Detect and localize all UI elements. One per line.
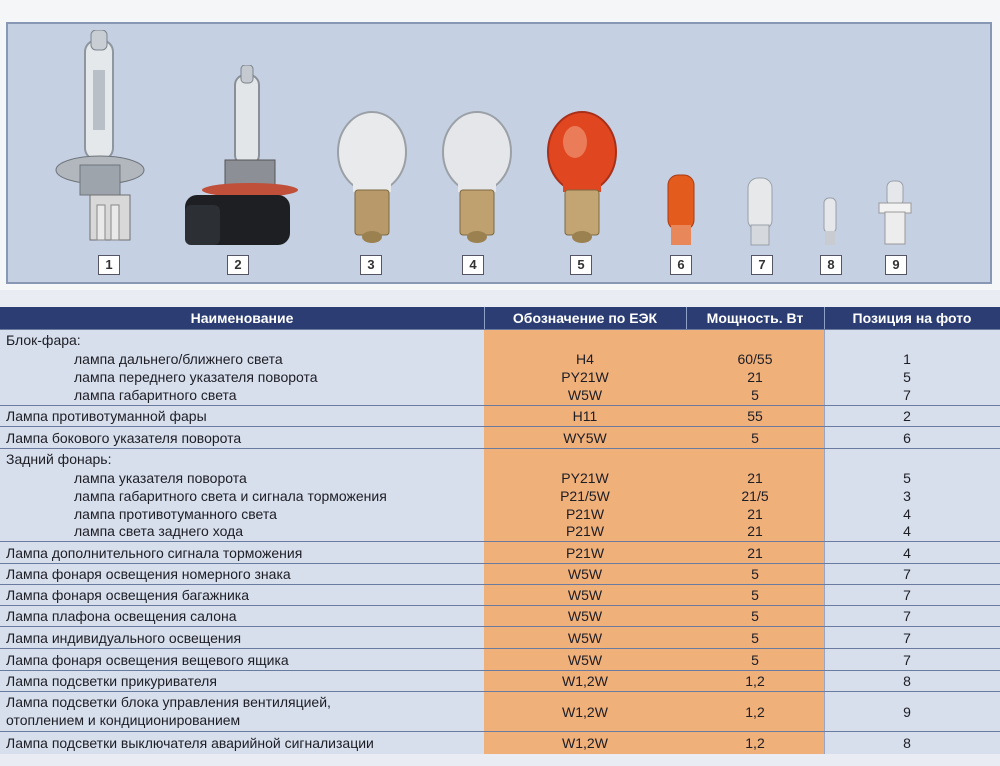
row-code: W5W — [567, 387, 603, 403]
row-position: 7 — [903, 652, 911, 668]
bulb-wy5w-image — [665, 170, 697, 250]
table-row — [0, 584, 1000, 605]
row-power: 55 — [747, 408, 763, 424]
row-code: P21W — [565, 506, 605, 522]
row-position: 6 — [903, 430, 911, 446]
row-name: Лампа фонаря освещения номерного знака — [6, 566, 291, 582]
bulb-h4-image — [55, 30, 145, 250]
row-name: Лампа бокового указателя поворота — [6, 430, 242, 446]
row-name: Лампа индивидуального освещения — [6, 630, 242, 646]
row-power: 1,2 — [745, 704, 765, 720]
row-position: 4 — [903, 523, 911, 539]
bulb-w1-2w-socket-image — [875, 178, 915, 250]
group-title: Задний фонарь: — [6, 451, 112, 467]
row-code: P21W — [565, 545, 605, 561]
row-code: P21/5W — [560, 488, 610, 504]
photo-label-8: 8 — [820, 255, 842, 275]
row-name-line2: отоплением и кондиционированием — [6, 712, 241, 728]
row-power: 5 — [751, 566, 759, 582]
row-power: 1,2 — [745, 673, 765, 689]
row-power: 5 — [751, 652, 759, 668]
row-name: Лампа дополнительного сигнала торможения — [6, 545, 303, 561]
row-name: Лампа плафона освещения салона — [6, 608, 237, 624]
row-position: 7 — [903, 566, 911, 582]
row-name: лампа дальнего/ближнего света — [74, 351, 283, 367]
table-row — [0, 670, 1000, 691]
row-power: 5 — [751, 430, 759, 446]
table-row — [0, 405, 1000, 426]
row-code: W1,2W — [562, 735, 608, 751]
row-power: 5 — [751, 630, 759, 646]
bulb-p21-5w-image — [335, 110, 410, 250]
row-power: 5 — [751, 587, 759, 603]
row-name: Лампа фонаря освещения багажника — [6, 587, 250, 603]
row-name: лампа указателя поворота — [74, 470, 247, 486]
row-power: 5 — [751, 608, 759, 624]
row-name: лампа противотуманного света — [74, 506, 277, 522]
row-position: 8 — [903, 673, 911, 689]
row-code: PY21W — [561, 470, 609, 486]
row-name: Лампа противотуманной фары — [6, 408, 207, 424]
row-code: W1,2W — [562, 704, 608, 720]
table-row — [0, 541, 1000, 563]
row-power: 21/5 — [741, 488, 769, 504]
row-code: PY21W — [561, 369, 609, 385]
table-row — [0, 691, 1000, 731]
table-row — [0, 563, 1000, 584]
header-power: Мощность. Вт — [706, 310, 804, 326]
photo-label-4: 4 — [462, 255, 484, 275]
row-position: 5 — [903, 369, 911, 385]
row-position: 7 — [903, 587, 911, 603]
row-code: W5W — [567, 566, 603, 582]
row-code: H4 — [576, 351, 594, 367]
row-name: лампа переднего указателя поворота — [74, 369, 318, 385]
row-name: лампа света заднего хода — [74, 523, 244, 539]
table-row — [0, 605, 1000, 626]
row-position: 7 — [903, 608, 911, 624]
photo-label-3: 3 — [360, 255, 382, 275]
row-position: 7 — [903, 630, 911, 646]
table-row — [0, 731, 1000, 754]
table-header — [0, 307, 1000, 329]
row-code: W5W — [567, 608, 603, 624]
row-power: 21 — [747, 470, 763, 486]
row-position: 5 — [903, 470, 911, 486]
bulb-py21w-image — [545, 110, 620, 250]
row-name: лампа габаритного света — [74, 387, 237, 403]
row-power: 21 — [747, 545, 763, 561]
table-group-rear — [0, 448, 1000, 541]
bulb-w5w-image — [745, 175, 775, 250]
row-position: 4 — [903, 545, 911, 561]
photo-label-9: 9 — [885, 255, 907, 275]
row-name: Лампа подсветки выключателя аварийной сигнализации — [6, 735, 374, 751]
row-power: 60/55 — [737, 351, 773, 367]
photo-label-7: 7 — [751, 255, 773, 275]
row-power: 1,2 — [745, 735, 765, 751]
row-name: Лампа фонаря освещения вещевого ящика — [6, 652, 289, 668]
row-power: 21 — [747, 369, 763, 385]
photo-label-5: 5 — [570, 255, 592, 275]
row-code: W5W — [567, 630, 603, 646]
row-position: 2 — [903, 408, 911, 424]
bulb-h11-image — [180, 65, 300, 250]
bulb-p21w-image — [440, 110, 515, 250]
table-row — [0, 426, 1000, 448]
row-code: W5W — [567, 587, 603, 603]
header-position: Позиция на фото — [852, 310, 972, 326]
row-name: Лампа подсветки блока управления вентиляцией, — [6, 694, 331, 710]
row-position: 7 — [903, 387, 911, 403]
row-name: Лампа подсветки прикуривателя — [6, 673, 217, 689]
row-name: лампа габаритного света и сигнала торможения — [74, 488, 387, 504]
row-code: W1,2W — [562, 673, 608, 689]
table-row — [0, 648, 1000, 670]
row-code: H11 — [572, 408, 598, 424]
row-position: 9 — [903, 704, 911, 720]
row-position: 4 — [903, 506, 911, 522]
row-position: 1 — [903, 351, 911, 367]
bulb-w1-2w-image — [820, 195, 840, 250]
row-power: 5 — [751, 387, 759, 403]
group-title: Блок-фара: — [6, 332, 81, 348]
photo-label-1: 1 — [98, 255, 120, 275]
row-power: 21 — [747, 523, 763, 539]
row-code: W5W — [567, 652, 603, 668]
row-code: WY5W — [563, 430, 607, 446]
table-group-headlight — [0, 329, 1000, 405]
photo-label-2: 2 — [227, 255, 249, 275]
table-row — [0, 626, 1000, 648]
row-power: 21 — [747, 506, 763, 522]
row-position: 3 — [903, 488, 911, 504]
row-position: 8 — [903, 735, 911, 751]
lamps-photo — [0, 0, 1000, 290]
photo-label-6: 6 — [670, 255, 692, 275]
header-name: Наименование — [190, 310, 294, 326]
header-code: Обозначение по ЕЭК — [512, 310, 658, 326]
row-code: P21W — [565, 523, 605, 539]
